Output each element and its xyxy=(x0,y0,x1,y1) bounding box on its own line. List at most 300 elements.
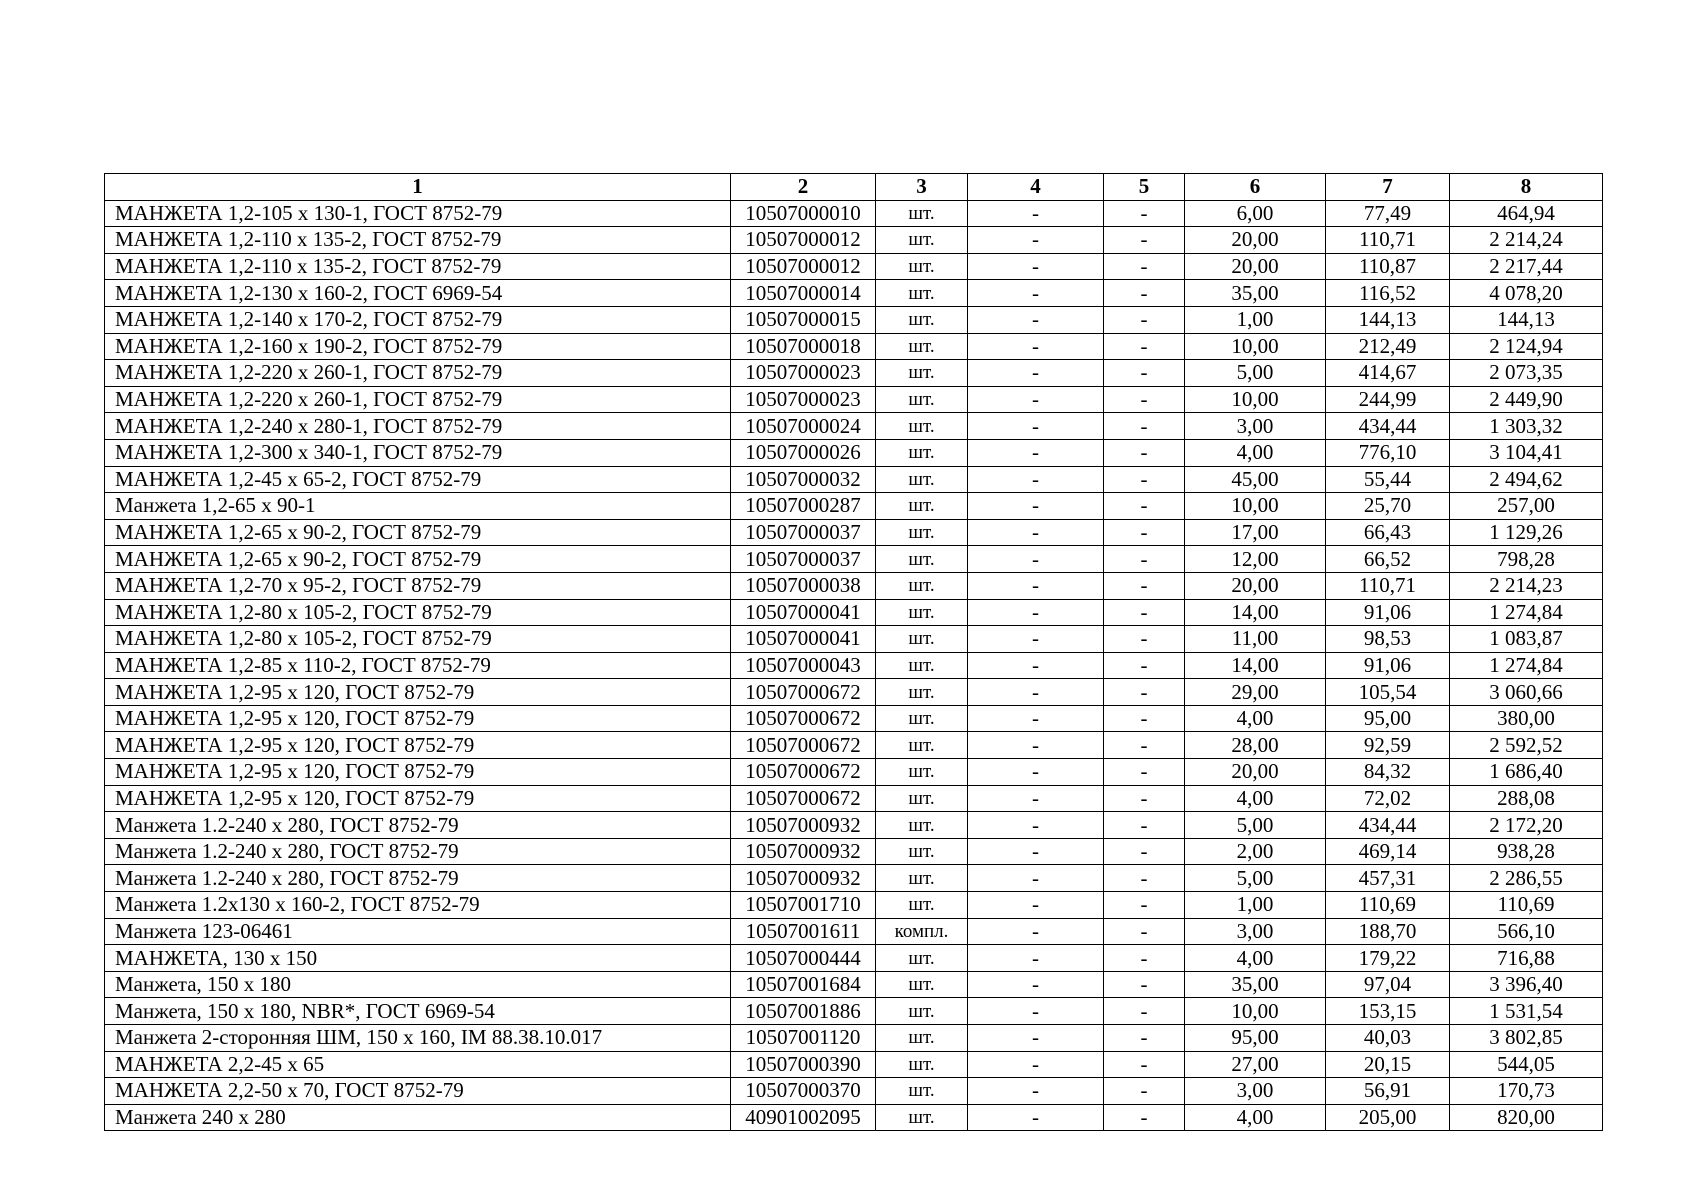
price-cell: 457,31 xyxy=(1326,865,1450,892)
total-cell: 2 214,24 xyxy=(1450,227,1603,254)
col-5-cell: - xyxy=(1104,200,1185,227)
col-4-cell: - xyxy=(968,971,1104,998)
col-4-cell: - xyxy=(968,386,1104,413)
col-4-cell: - xyxy=(968,945,1104,972)
total-cell: 170,73 xyxy=(1450,1078,1603,1105)
column-header-3: 3 xyxy=(876,174,968,201)
quantity-cell: 3,00 xyxy=(1185,413,1326,440)
item-code-cell: 10507000012 xyxy=(731,227,876,254)
column-header-7: 7 xyxy=(1326,174,1450,201)
item-code-cell: 10507000018 xyxy=(731,333,876,360)
item-name-cell: Манжета 2-сторонняя ШМ, 150 х 160, IM 88.38.10.017 xyxy=(105,1025,731,1052)
col-4-cell: - xyxy=(968,705,1104,732)
item-name-cell: МАНЖЕТА 1,2-220 х 260-1, ГОСТ 8752-79 xyxy=(105,360,731,387)
table-row xyxy=(105,812,1603,839)
table-body xyxy=(105,200,1603,1131)
total-cell: 716,88 xyxy=(1450,945,1603,972)
price-cell: 188,70 xyxy=(1326,918,1450,945)
item-name-cell: МАНЖЕТА 2,2-50 х 70, ГОСТ 8752-79 xyxy=(105,1078,731,1105)
col-5-cell: - xyxy=(1104,971,1185,998)
total-cell: 110,69 xyxy=(1450,892,1603,919)
unit-cell: шт. xyxy=(876,386,968,413)
quantity-cell: 6,00 xyxy=(1185,200,1326,227)
col-5-cell: - xyxy=(1104,280,1185,307)
table-row xyxy=(105,705,1603,732)
col-4-cell: - xyxy=(968,413,1104,440)
col-4-cell: - xyxy=(968,466,1104,493)
table-header-row xyxy=(105,174,1603,201)
quantity-cell: 29,00 xyxy=(1185,679,1326,706)
item-code-cell: 10507000932 xyxy=(731,838,876,865)
col-5-cell: - xyxy=(1104,1051,1185,1078)
col-4-cell: - xyxy=(968,1078,1104,1105)
item-name-cell: МАНЖЕТА 1,2-95 х 120, ГОСТ 8752-79 xyxy=(105,705,731,732)
quantity-cell: 5,00 xyxy=(1185,812,1326,839)
item-name-cell: МАНЖЕТА 1,2-300 х 340-1, ГОСТ 8752-79 xyxy=(105,439,731,466)
table-row xyxy=(105,227,1603,254)
col-5-cell: - xyxy=(1104,732,1185,759)
table-row xyxy=(105,306,1603,333)
item-code-cell: 10507000672 xyxy=(731,759,876,786)
price-cell: 84,32 xyxy=(1326,759,1450,786)
price-cell: 66,52 xyxy=(1326,546,1450,573)
item-code-cell: 10507000672 xyxy=(731,705,876,732)
price-cell: 25,70 xyxy=(1326,493,1450,520)
table-row xyxy=(105,838,1603,865)
item-code-cell: 40901002095 xyxy=(731,1104,876,1131)
quantity-cell: 35,00 xyxy=(1185,971,1326,998)
col-5-cell: - xyxy=(1104,253,1185,280)
total-cell: 3 396,40 xyxy=(1450,971,1603,998)
total-cell: 464,94 xyxy=(1450,200,1603,227)
total-cell: 257,00 xyxy=(1450,493,1603,520)
total-cell: 544,05 xyxy=(1450,1051,1603,1078)
item-code-cell: 10507001611 xyxy=(731,918,876,945)
item-name-cell: МАНЖЕТА 1,2-130 х 160-2, ГОСТ 6969-54 xyxy=(105,280,731,307)
total-cell: 1 531,54 xyxy=(1450,998,1603,1025)
quantity-cell: 4,00 xyxy=(1185,439,1326,466)
price-cell: 116,52 xyxy=(1326,280,1450,307)
table-row xyxy=(105,439,1603,466)
col-5-cell: - xyxy=(1104,572,1185,599)
total-cell: 2 449,90 xyxy=(1450,386,1603,413)
table-row xyxy=(105,1051,1603,1078)
unit-cell: шт. xyxy=(876,945,968,972)
column-header-6: 6 xyxy=(1185,174,1326,201)
quantity-cell: 14,00 xyxy=(1185,652,1326,679)
unit-cell: шт. xyxy=(876,626,968,653)
quantity-cell: 10,00 xyxy=(1185,998,1326,1025)
unit-cell: шт. xyxy=(876,759,968,786)
col-4-cell: - xyxy=(968,599,1104,626)
col-5-cell: - xyxy=(1104,386,1185,413)
col-5-cell: - xyxy=(1104,998,1185,1025)
table-row xyxy=(105,546,1603,573)
total-cell: 380,00 xyxy=(1450,705,1603,732)
item-code-cell: 10507000012 xyxy=(731,253,876,280)
col-4-cell: - xyxy=(968,519,1104,546)
col-4-cell: - xyxy=(968,493,1104,520)
col-4-cell: - xyxy=(968,998,1104,1025)
item-code-cell: 10507000010 xyxy=(731,200,876,227)
item-code-cell: 10507001684 xyxy=(731,971,876,998)
item-code-cell: 10507000370 xyxy=(731,1078,876,1105)
unit-cell: шт. xyxy=(876,732,968,759)
price-cell: 72,02 xyxy=(1326,785,1450,812)
item-name-cell: МАНЖЕТА 1,2-105 х 130-1, ГОСТ 8752-79 xyxy=(105,200,731,227)
item-code-cell: 10507000023 xyxy=(731,360,876,387)
item-code-cell: 10507001120 xyxy=(731,1025,876,1052)
col-4-cell: - xyxy=(968,1025,1104,1052)
unit-cell: шт. xyxy=(876,546,968,573)
item-name-cell: МАНЖЕТА 1,2-45 х 65-2, ГОСТ 8752-79 xyxy=(105,466,731,493)
quantity-cell: 3,00 xyxy=(1185,918,1326,945)
total-cell: 2 217,44 xyxy=(1450,253,1603,280)
col-4-cell: - xyxy=(968,732,1104,759)
table-row xyxy=(105,626,1603,653)
quantity-cell: 10,00 xyxy=(1185,333,1326,360)
quantity-cell: 27,00 xyxy=(1185,1051,1326,1078)
col-5-cell: - xyxy=(1104,812,1185,839)
unit-cell: шт. xyxy=(876,599,968,626)
item-name-cell: МАНЖЕТА 1,2-95 х 120, ГОСТ 8752-79 xyxy=(105,732,731,759)
item-code-cell: 10507000672 xyxy=(731,679,876,706)
unit-cell: шт. xyxy=(876,253,968,280)
col-5-cell: - xyxy=(1104,705,1185,732)
price-cell: 105,54 xyxy=(1326,679,1450,706)
price-cell: 98,53 xyxy=(1326,626,1450,653)
item-code-cell: 10507000023 xyxy=(731,386,876,413)
quantity-cell: 20,00 xyxy=(1185,227,1326,254)
column-header-5: 5 xyxy=(1104,174,1185,201)
col-5-cell: - xyxy=(1104,306,1185,333)
item-name-cell: МАНЖЕТА 1,2-110 х 135-2, ГОСТ 8752-79 xyxy=(105,253,731,280)
item-name-cell: МАНЖЕТА 1,2-85 х 110-2, ГОСТ 8752-79 xyxy=(105,652,731,679)
item-code-cell: 10507000037 xyxy=(731,546,876,573)
item-name-cell: МАНЖЕТА 1,2-95 х 120, ГОСТ 8752-79 xyxy=(105,759,731,786)
table-row xyxy=(105,466,1603,493)
price-cell: 153,15 xyxy=(1326,998,1450,1025)
item-name-cell: Манжета 240 х 280 xyxy=(105,1104,731,1131)
quantity-cell: 12,00 xyxy=(1185,546,1326,573)
table-row xyxy=(105,413,1603,440)
item-name-cell: МАНЖЕТА 1,2-80 х 105-2, ГОСТ 8752-79 xyxy=(105,599,731,626)
item-name-cell: МАНЖЕТА 1,2-65 х 90-2, ГОСТ 8752-79 xyxy=(105,519,731,546)
unit-cell: шт. xyxy=(876,812,968,839)
item-code-cell: 10507001886 xyxy=(731,998,876,1025)
unit-cell: шт. xyxy=(876,998,968,1025)
col-4-cell: - xyxy=(968,280,1104,307)
quantity-cell: 4,00 xyxy=(1185,705,1326,732)
item-name-cell: Манжета 1,2-65 х 90-1 xyxy=(105,493,731,520)
col-4-cell: - xyxy=(968,200,1104,227)
item-code-cell: 10507000390 xyxy=(731,1051,876,1078)
quantity-cell: 35,00 xyxy=(1185,280,1326,307)
col-4-cell: - xyxy=(968,918,1104,945)
col-5-cell: - xyxy=(1104,918,1185,945)
total-cell: 2 494,62 xyxy=(1450,466,1603,493)
col-5-cell: - xyxy=(1104,945,1185,972)
col-5-cell: - xyxy=(1104,1078,1185,1105)
unit-cell: шт. xyxy=(876,1104,968,1131)
total-cell: 2 172,20 xyxy=(1450,812,1603,839)
quantity-cell: 17,00 xyxy=(1185,519,1326,546)
table-row xyxy=(105,280,1603,307)
price-cell: 40,03 xyxy=(1326,1025,1450,1052)
price-cell: 92,59 xyxy=(1326,732,1450,759)
col-4-cell: - xyxy=(968,865,1104,892)
price-cell: 56,91 xyxy=(1326,1078,1450,1105)
item-name-cell: Манжета 1.2-240 х 280, ГОСТ 8752-79 xyxy=(105,812,731,839)
col-4-cell: - xyxy=(968,785,1104,812)
item-code-cell: 10507000287 xyxy=(731,493,876,520)
quantity-cell: 28,00 xyxy=(1185,732,1326,759)
col-4-cell: - xyxy=(968,333,1104,360)
total-cell: 2 124,94 xyxy=(1450,333,1603,360)
total-cell: 820,00 xyxy=(1450,1104,1603,1131)
col-5-cell: - xyxy=(1104,413,1185,440)
price-cell: 776,10 xyxy=(1326,439,1450,466)
table-row xyxy=(105,759,1603,786)
col-4-cell: - xyxy=(968,306,1104,333)
unit-cell: шт. xyxy=(876,652,968,679)
unit-cell: шт. xyxy=(876,200,968,227)
table-row xyxy=(105,333,1603,360)
total-cell: 3 060,66 xyxy=(1450,679,1603,706)
col-4-cell: - xyxy=(968,227,1104,254)
col-4-cell: - xyxy=(968,892,1104,919)
column-header-1: 1 xyxy=(105,174,731,201)
table-row xyxy=(105,998,1603,1025)
item-name-cell: МАНЖЕТА 1,2-80 х 105-2, ГОСТ 8752-79 xyxy=(105,626,731,653)
unit-cell: шт. xyxy=(876,785,968,812)
col-5-cell: - xyxy=(1104,466,1185,493)
col-4-cell: - xyxy=(968,1051,1104,1078)
item-name-cell: МАНЖЕТА 1,2-220 х 260-1, ГОСТ 8752-79 xyxy=(105,386,731,413)
price-cell: 91,06 xyxy=(1326,652,1450,679)
table-row xyxy=(105,1078,1603,1105)
item-name-cell: Манжета 1.2х130 х 160-2, ГОСТ 8752-79 xyxy=(105,892,731,919)
item-code-cell: 10507000014 xyxy=(731,280,876,307)
unit-cell: шт. xyxy=(876,227,968,254)
quantity-cell: 5,00 xyxy=(1185,360,1326,387)
col-4-cell: - xyxy=(968,838,1104,865)
col-5-cell: - xyxy=(1104,785,1185,812)
item-name-cell: МАНЖЕТА 1,2-160 х 190-2, ГОСТ 8752-79 xyxy=(105,333,731,360)
total-cell: 798,28 xyxy=(1450,546,1603,573)
total-cell: 1 686,40 xyxy=(1450,759,1603,786)
item-code-cell: 10507000041 xyxy=(731,599,876,626)
item-code-cell: 10507000444 xyxy=(731,945,876,972)
item-name-cell: МАНЖЕТА 1,2-140 х 170-2, ГОСТ 8752-79 xyxy=(105,306,731,333)
col-5-cell: - xyxy=(1104,892,1185,919)
item-name-cell: Манжета, 150 х 180 xyxy=(105,971,731,998)
table-row xyxy=(105,519,1603,546)
table-row xyxy=(105,360,1603,387)
price-cell: 110,87 xyxy=(1326,253,1450,280)
price-cell: 205,00 xyxy=(1326,1104,1450,1131)
item-name-cell: Манжета, 150 х 180, NBR*, ГОСТ 6969-54 xyxy=(105,998,731,1025)
item-code-cell: 10507000672 xyxy=(731,785,876,812)
col-5-cell: - xyxy=(1104,360,1185,387)
price-cell: 97,04 xyxy=(1326,971,1450,998)
unit-cell: шт. xyxy=(876,413,968,440)
item-code-cell: 10507000043 xyxy=(731,652,876,679)
unit-cell: шт. xyxy=(876,333,968,360)
total-cell: 2 592,52 xyxy=(1450,732,1603,759)
col-4-cell: - xyxy=(968,439,1104,466)
price-cell: 414,67 xyxy=(1326,360,1450,387)
table-row xyxy=(105,679,1603,706)
col-4-cell: - xyxy=(968,679,1104,706)
col-5-cell: - xyxy=(1104,546,1185,573)
col-5-cell: - xyxy=(1104,865,1185,892)
unit-cell: шт. xyxy=(876,572,968,599)
col-5-cell: - xyxy=(1104,1104,1185,1131)
quantity-cell: 45,00 xyxy=(1185,466,1326,493)
unit-cell: шт. xyxy=(876,892,968,919)
table-row xyxy=(105,386,1603,413)
col-4-cell: - xyxy=(968,812,1104,839)
unit-cell: шт. xyxy=(876,519,968,546)
price-cell: 77,49 xyxy=(1326,200,1450,227)
unit-cell: шт. xyxy=(876,360,968,387)
col-5-cell: - xyxy=(1104,333,1185,360)
col-5-cell: - xyxy=(1104,838,1185,865)
column-header-8: 8 xyxy=(1450,174,1603,201)
total-cell: 1 274,84 xyxy=(1450,599,1603,626)
total-cell: 1 129,26 xyxy=(1450,519,1603,546)
item-code-cell: 10507000024 xyxy=(731,413,876,440)
unit-cell: шт. xyxy=(876,838,968,865)
total-cell: 288,08 xyxy=(1450,785,1603,812)
table-row xyxy=(105,599,1603,626)
col-4-cell: - xyxy=(968,572,1104,599)
quantity-cell: 3,00 xyxy=(1185,1078,1326,1105)
total-cell: 1 303,32 xyxy=(1450,413,1603,440)
col-5-cell: - xyxy=(1104,759,1185,786)
table-row xyxy=(105,918,1603,945)
column-header-4: 4 xyxy=(968,174,1104,201)
unit-cell: шт. xyxy=(876,306,968,333)
total-cell: 3 104,41 xyxy=(1450,439,1603,466)
item-code-cell: 10507000015 xyxy=(731,306,876,333)
price-cell: 110,69 xyxy=(1326,892,1450,919)
item-name-cell: МАНЖЕТА 2,2-45 х 65 xyxy=(105,1051,731,1078)
col-5-cell: - xyxy=(1104,493,1185,520)
quantity-cell: 1,00 xyxy=(1185,306,1326,333)
unit-cell: шт. xyxy=(876,1078,968,1105)
item-name-cell: МАНЖЕТА, 130 х 150 xyxy=(105,945,731,972)
total-cell: 1 274,84 xyxy=(1450,652,1603,679)
quantity-cell: 5,00 xyxy=(1185,865,1326,892)
col-4-cell: - xyxy=(968,626,1104,653)
total-cell: 2 214,23 xyxy=(1450,572,1603,599)
table-row xyxy=(105,945,1603,972)
quantity-cell: 1,00 xyxy=(1185,892,1326,919)
total-cell: 3 802,85 xyxy=(1450,1025,1603,1052)
price-cell: 434,44 xyxy=(1326,812,1450,839)
col-4-cell: - xyxy=(968,1104,1104,1131)
item-name-cell: МАНЖЕТА 1,2-110 х 135-2, ГОСТ 8752-79 xyxy=(105,227,731,254)
table-row xyxy=(105,785,1603,812)
price-cell: 110,71 xyxy=(1326,572,1450,599)
quantity-cell: 10,00 xyxy=(1185,493,1326,520)
item-name-cell: МАНЖЕТА 1,2-95 х 120, ГОСТ 8752-79 xyxy=(105,679,731,706)
total-cell: 2 073,35 xyxy=(1450,360,1603,387)
item-code-cell: 10507000038 xyxy=(731,572,876,599)
table-row xyxy=(105,1104,1603,1131)
item-name-cell: МАНЖЕТА 1,2-95 х 120, ГОСТ 8752-79 xyxy=(105,785,731,812)
quantity-cell: 10,00 xyxy=(1185,386,1326,413)
quantity-cell: 4,00 xyxy=(1185,1104,1326,1131)
table-row xyxy=(105,572,1603,599)
unit-cell: шт. xyxy=(876,1025,968,1052)
unit-cell: шт. xyxy=(876,705,968,732)
unit-cell: компл. xyxy=(876,918,968,945)
item-name-cell: МАНЖЕТА 1,2-65 х 90-2, ГОСТ 8752-79 xyxy=(105,546,731,573)
item-code-cell: 10507000932 xyxy=(731,865,876,892)
unit-cell: шт. xyxy=(876,1051,968,1078)
col-4-cell: - xyxy=(968,360,1104,387)
unit-cell: шт. xyxy=(876,865,968,892)
col-5-cell: - xyxy=(1104,599,1185,626)
col-5-cell: - xyxy=(1104,679,1185,706)
col-4-cell: - xyxy=(968,652,1104,679)
item-code-cell: 10507000032 xyxy=(731,466,876,493)
col-4-cell: - xyxy=(968,759,1104,786)
table-row xyxy=(105,652,1603,679)
col-5-cell: - xyxy=(1104,652,1185,679)
item-name-cell: Манжета 1.2-240 х 280, ГОСТ 8752-79 xyxy=(105,865,731,892)
price-cell: 434,44 xyxy=(1326,413,1450,440)
table-row xyxy=(105,253,1603,280)
total-cell: 938,28 xyxy=(1450,838,1603,865)
quantity-cell: 11,00 xyxy=(1185,626,1326,653)
unit-cell: шт. xyxy=(876,280,968,307)
price-cell: 469,14 xyxy=(1326,838,1450,865)
item-code-cell: 10507001710 xyxy=(731,892,876,919)
col-5-cell: - xyxy=(1104,519,1185,546)
unit-cell: шт. xyxy=(876,493,968,520)
quantity-cell: 20,00 xyxy=(1185,759,1326,786)
item-code-cell: 10507000037 xyxy=(731,519,876,546)
item-name-cell: Манжета 123-06461 xyxy=(105,918,731,945)
table-row xyxy=(105,892,1603,919)
col-5-cell: - xyxy=(1104,439,1185,466)
price-cell: 55,44 xyxy=(1326,466,1450,493)
item-code-cell: 10507000041 xyxy=(731,626,876,653)
col-4-cell: - xyxy=(968,546,1104,573)
total-cell: 144,13 xyxy=(1450,306,1603,333)
quantity-cell: 2,00 xyxy=(1185,838,1326,865)
quantity-cell: 4,00 xyxy=(1185,945,1326,972)
quantity-cell: 14,00 xyxy=(1185,599,1326,626)
col-5-cell: - xyxy=(1104,227,1185,254)
item-code-cell: 10507000672 xyxy=(731,732,876,759)
item-name-cell: Манжета 1.2-240 х 280, ГОСТ 8752-79 xyxy=(105,838,731,865)
table-row xyxy=(105,865,1603,892)
unit-cell: шт. xyxy=(876,679,968,706)
price-cell: 20,15 xyxy=(1326,1051,1450,1078)
table-row xyxy=(105,1025,1603,1052)
total-cell: 2 286,55 xyxy=(1450,865,1603,892)
unit-cell: шт. xyxy=(876,971,968,998)
quantity-cell: 20,00 xyxy=(1185,572,1326,599)
table-row xyxy=(105,493,1603,520)
price-cell: 66,43 xyxy=(1326,519,1450,546)
quantity-cell: 95,00 xyxy=(1185,1025,1326,1052)
